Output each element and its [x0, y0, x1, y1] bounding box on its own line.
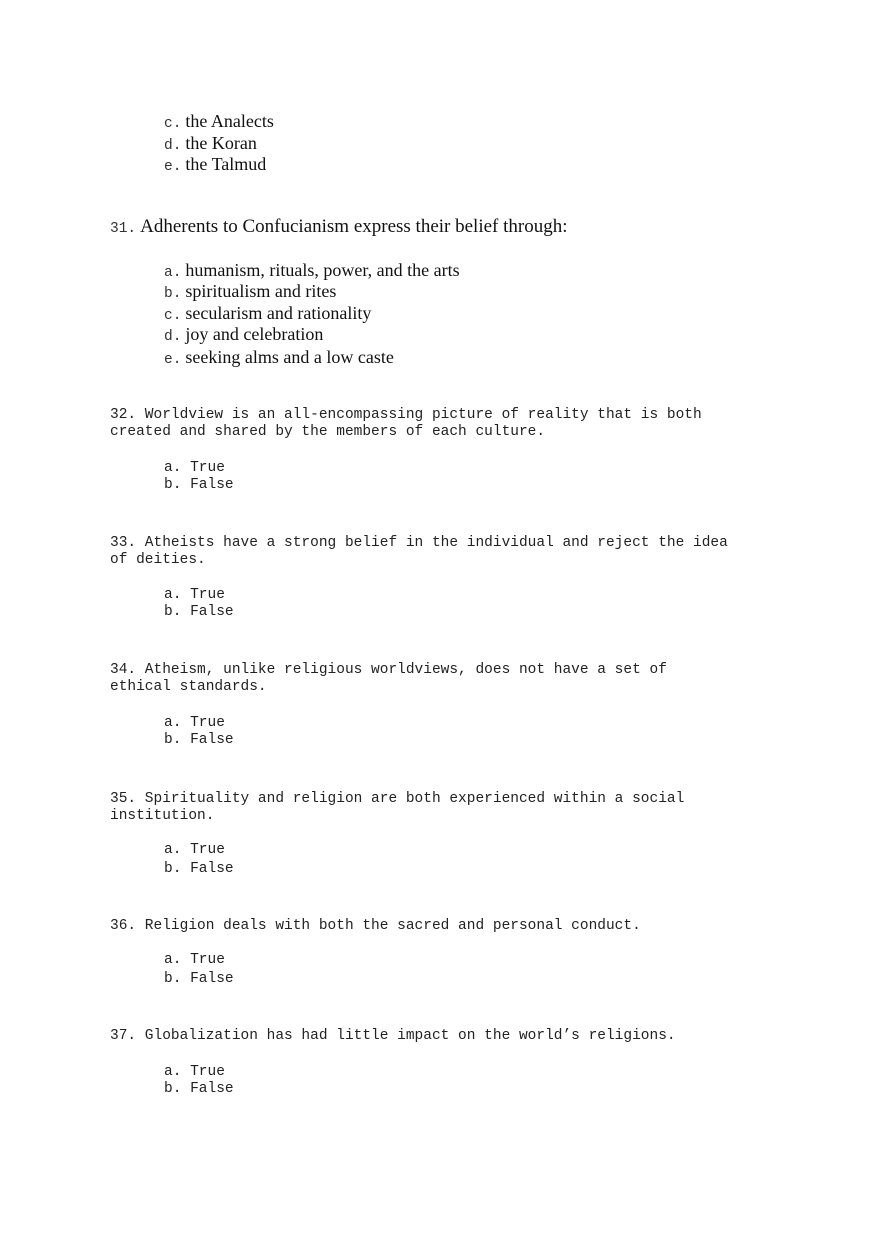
q35-question-line-1: 35. Spirituality and religion are both experienced within a social: [110, 791, 685, 807]
q37-option-true: a. True: [164, 1064, 225, 1080]
q36-option-false: b. False: [164, 971, 234, 987]
q33-question-line-1: 33. Atheists have a strong belief in the individual and reject the idea: [110, 535, 728, 551]
q37-option-false: b. False: [164, 1081, 234, 1097]
option-text: secularism and rationality: [185, 303, 372, 323]
q31-option-c: [164, 303, 371, 324]
option-text: the Koran: [185, 133, 257, 153]
q30-option-d: [164, 133, 257, 154]
q32-option-false: b. False: [164, 477, 234, 493]
q37-question-line-1: 37. Globalization has had little impact on the world’s religions.: [110, 1028, 676, 1044]
q30-option-c: [164, 111, 274, 132]
q32-option-true: a. True: [164, 460, 225, 476]
option-text: the Analects: [185, 111, 274, 131]
q35-option-true: a. True: [164, 842, 225, 858]
option-text: joy and celebration: [185, 324, 324, 344]
option-letter: e.: [164, 159, 182, 175]
question-text: Adherents to Confucianism express their belief through:: [140, 216, 568, 237]
q34-question-line-1: 34. Atheism, unlike religious worldviews, does not have a set of: [110, 662, 667, 678]
question-number: 31.: [110, 221, 137, 237]
q31-option-e: [164, 347, 394, 368]
q31-option-b: [164, 281, 336, 302]
option-text: spiritualism and rites: [185, 281, 337, 301]
option-letter: c.: [164, 116, 182, 132]
q34-option-false: b. False: [164, 732, 234, 748]
q32-question-line-2: created and shared by the members of each culture.: [110, 424, 546, 440]
q33-question-line-2: of deities.: [110, 552, 206, 568]
q33-option-true: a. True: [164, 587, 225, 603]
option-letter: d.: [164, 329, 182, 345]
q33-option-false: b. False: [164, 604, 234, 620]
q30-option-e: [164, 154, 266, 175]
option-letter: c.: [164, 308, 182, 324]
q35-question-line-2: institution.: [110, 808, 215, 824]
option-letter: e.: [164, 352, 182, 368]
option-letter: d.: [164, 138, 182, 154]
q36-option-true: a. True: [164, 952, 225, 968]
q34-option-true: a. True: [164, 715, 225, 731]
q32-question-line-1: 32. Worldview is an all-encompassing picture of reality that is both: [110, 407, 702, 423]
q35-option-false: b. False: [164, 861, 234, 877]
option-letter: a.: [164, 265, 182, 281]
q31-option-a: [164, 260, 460, 281]
option-text: humanism, rituals, power, and the arts: [185, 260, 460, 280]
q31-question: [110, 216, 568, 238]
option-text: the Talmud: [185, 154, 267, 174]
option-text: seeking alms and a low caste: [185, 347, 394, 367]
q36-question-line-1: 36. Religion deals with both the sacred and personal conduct.: [110, 918, 641, 934]
q34-question-line-2: ethical standards.: [110, 679, 267, 695]
q31-option-d: [164, 324, 323, 345]
option-letter: b.: [164, 286, 182, 302]
